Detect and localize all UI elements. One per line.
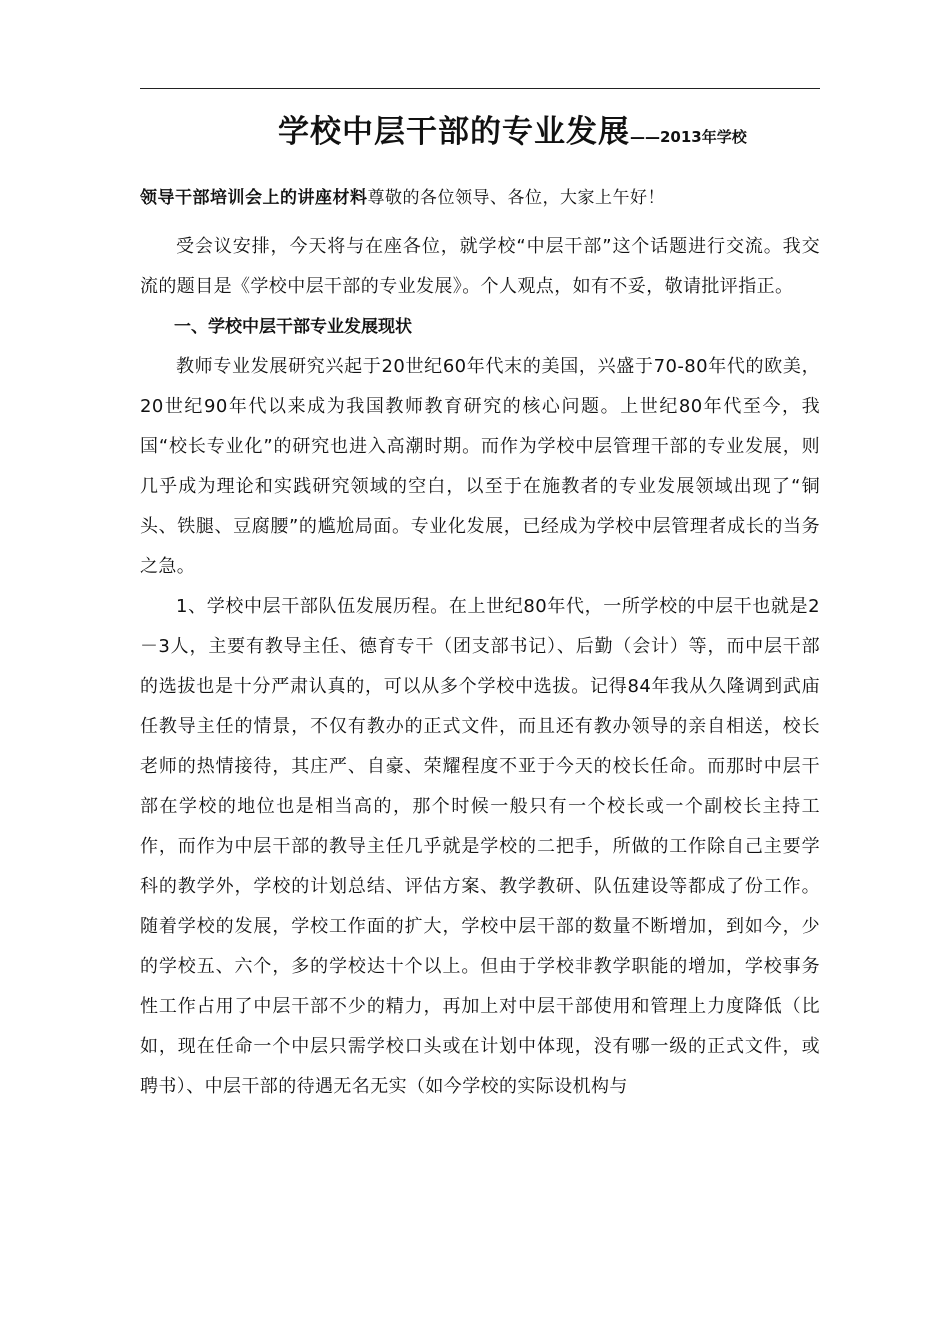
document-body [140,227,820,1107]
section-paragraph: 教师专业发展研究兴起于20世纪60年代末的美国，兴盛于70-80年代的欧美，20世纪90年代以来成为我国教师教育研究的核心问题。上世纪80年代至今，我国“校长专业化”的研究也进入高潮时期。而作为学校中层管理干部的专业发展，则几乎成为理论和实践研究领域的空白，以至于在施教者的专业发展领域出现了“铜头、铁腿、豆腐腰”的尴尬局面。专业化发展，已经成为学校中层管理者成长的当务之急。 [140,356,820,577]
header-rule [140,88,820,89]
section-heading: 一、学校中层干部专业发展现状 [174,317,412,337]
document-title [278,106,747,151]
subtitle-line [140,178,820,218]
subtitle-greeting: 尊敬的各位领导、各位，大家上午好！ [367,188,665,208]
intro-paragraph: 受会议安排，今天将与在座各位，就学校“中层干部”这个话题进行交流。我交流的题目是《学校中层干部的专业发展》。个人观点，如有不妥，敬请批评指正。 [140,236,820,297]
title-tail: ——2013年学校 [630,128,747,146]
subtitle-bold: 领导干部培训会上的讲座材料 [140,188,368,208]
title-main: 学校中层干部的专业发展 [278,114,630,150]
section-paragraph: 1、学校中层干部队伍发展历程。在上世纪80年代，一所学校的中层干也就是2－3人，主要有教导主任、德育专干（团支部书记）、后勤（会计）等，而中层干部的选拔也是十分严肃认真的，可以从多个学校中选拔。记得84年我从久隆调到武庙任教导主任的情景，不仅有教办的正式文件，而且还有教办领导的亲自相送，校长老师的热情接待，其庄严、自豪、荣耀程度不亚于今天的校长任命。而那时中层干部在学校的地位也是相当高的，那个时候一般只有一个校长或一个副校长主持工作，而作为中层干部的教导主任几乎就是学校的二把手，所做的工作除自己主要学科的教学外，学校的计划总结、评估方案、教学教研、队伍建设等都成了份工作。随着学校的发展，学校工作面的扩大，学校中层干部的数量不断增加，到如今，少的学校五、六个，多的学校达十个以上。但由于学校非教学职能的增加，学校事务性工作占用了中层干部不少的精力，再加上对中层干部使用和管理上力度降低（比如，现在任命一个中层只需学校口头或在计划中体现，没有哪一级的正式文件，或聘书）、中层干部的待遇无名无实（如今学校的实际设机构与 [140,596,820,1097]
